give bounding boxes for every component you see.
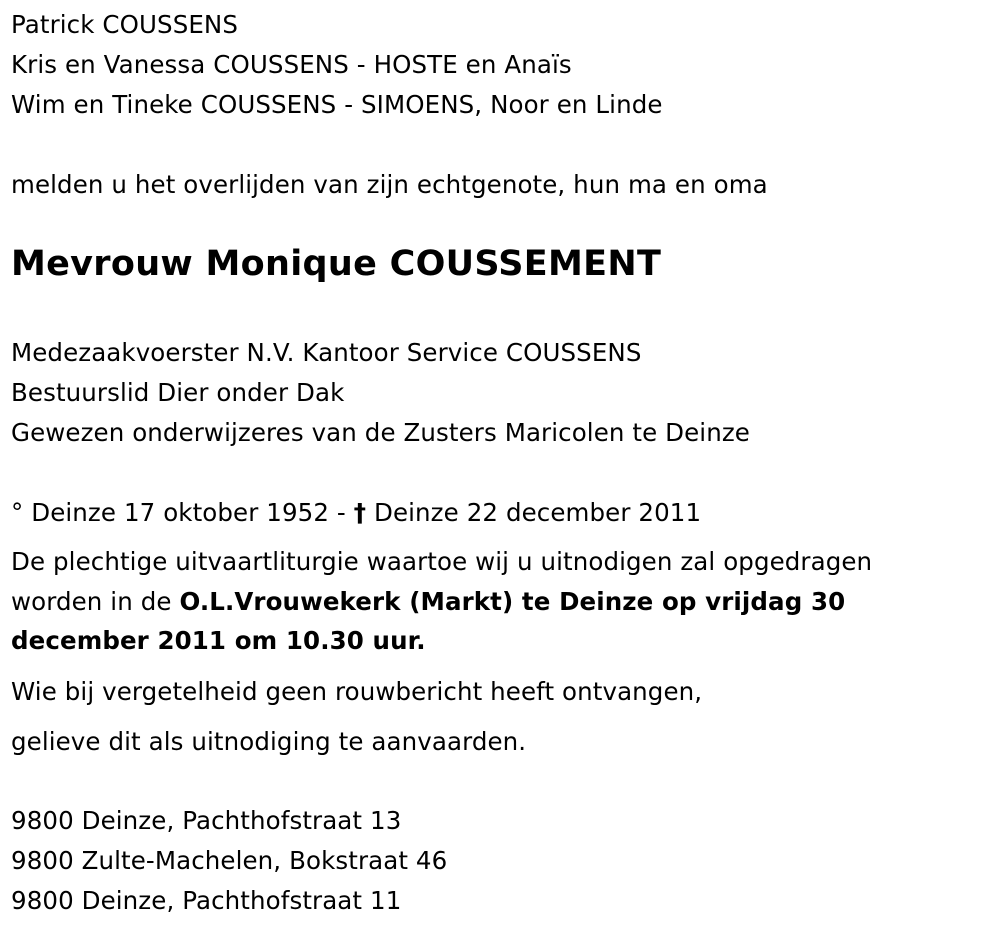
address-line: 9800 Zulte-Machelen, Bokstraat 46 [11, 846, 448, 875]
address-line: 9800 Deinze, Pachthofstraat 11 [11, 886, 402, 915]
birth-symbol: ° [11, 498, 24, 527]
address-line: 9800 Deinze, Pachthofstraat 13 [11, 806, 402, 835]
deceased-name: Mevrouw Monique COUSSEMENT [11, 244, 662, 284]
ceremony-location: O.L.Vrouwekerk (Markt) te Deinze op vrijdag 30 [179, 587, 846, 616]
family-member-line: Wim en Tineke COUSSENS - SIMOENS, Noor en Linde [11, 90, 663, 119]
notice-line: gelieve dit als uitnodiging te aanvaarden. [11, 727, 527, 756]
role-line: Gewezen onderwijzeres van de Zusters Maricolen te Deinze [11, 418, 750, 447]
announcement-text: melden u het overlijden van zijn echtgenote, hun ma en oma [11, 170, 768, 199]
ceremony-line-2 [11, 582, 845, 622]
family-member-line: Kris en Vanessa COUSSENS - HOSTE en Anaïs [11, 50, 572, 79]
role-line: Bestuurslid Dier onder Dak [11, 378, 345, 407]
ceremony-datetime: december 2011 om 10.30 uur. [11, 626, 426, 655]
notice-line: Wie bij vergetelheid geen rouwbericht heeft ontvangen, [11, 677, 703, 706]
ceremony-prefix: worden in de [11, 587, 180, 616]
family-member-line: Patrick COUSSENS [11, 10, 239, 39]
ceremony-line-1: De plechtige uitvaartliturgie waartoe wij u uitnodigen zal opgedragen [11, 547, 873, 576]
birth-date: Deinze 17 oktober 1952 - [31, 498, 346, 527]
role-line: Medezaakvoerster N.V. Kantoor Service COUSSENS [11, 338, 642, 367]
life-dates [11, 493, 701, 533]
death-date: Deinze 22 december 2011 [374, 498, 702, 527]
cross-icon: † [353, 498, 367, 527]
